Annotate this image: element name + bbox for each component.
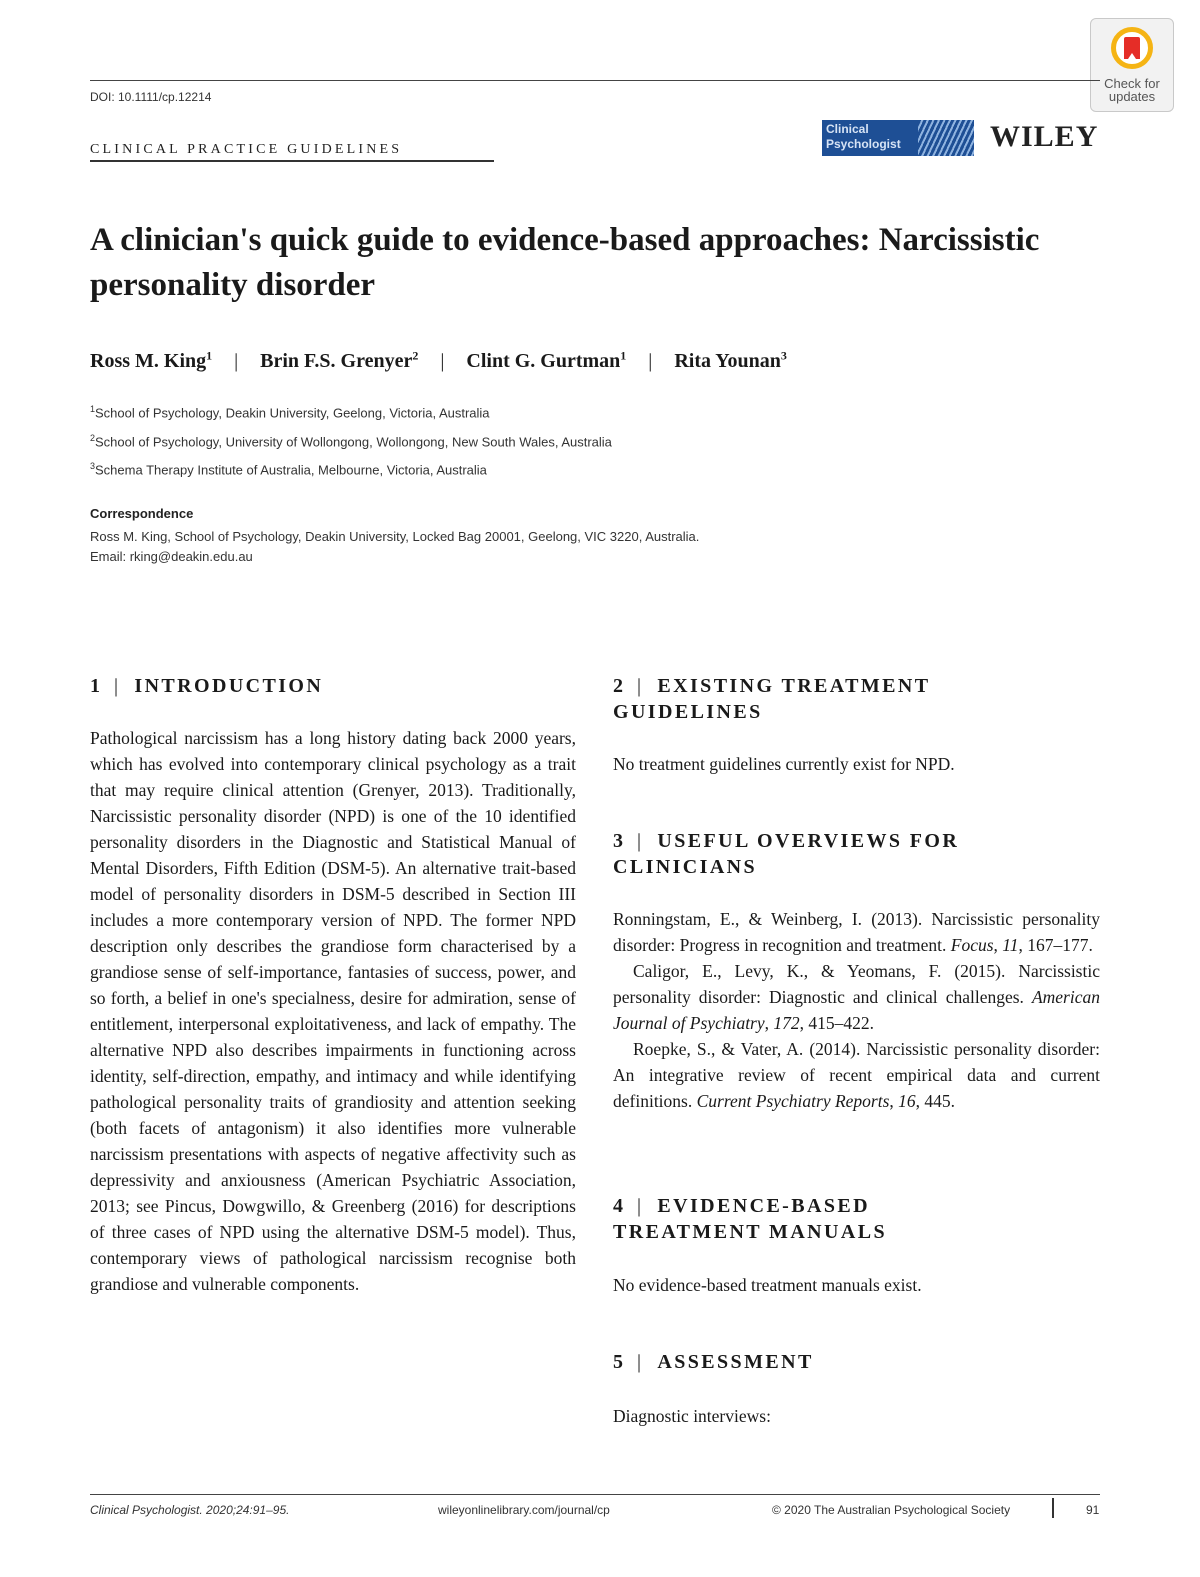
correspondence-email[interactable]: Email: rking@deakin.edu.au (90, 549, 253, 564)
publisher-logo: WILEY (990, 120, 1099, 153)
correspondence-heading: Correspondence (90, 506, 194, 521)
header-rule (90, 80, 1100, 81)
category-underline (90, 160, 494, 162)
section-heading-assessment: 5 | ASSESSMENT (613, 1351, 814, 1373)
journal-logo-text: Clinical Psychologist (826, 122, 901, 151)
footer-rule (90, 1494, 1100, 1495)
author-name[interactable]: Ross M. King$^1$ (90, 348, 213, 372)
correspondence-block (90, 527, 699, 567)
footer-copyright: © 2020 The Australian Psychological Society (772, 1503, 1011, 1517)
section-heading-existing-guidelines: 2 | EXISTING TREATMENT GUIDELINES (613, 675, 931, 723)
section-heading-useful-overviews: 3 | USEFUL OVERVIEWS FOR CLINICIANS (613, 830, 960, 878)
check-for-updates-icon (1111, 27, 1153, 69)
footer-divider (1052, 1498, 1054, 1518)
author-list (90, 348, 787, 373)
assessment-text: Diagnostic interviews: (613, 1406, 771, 1426)
section-heading-introduction: 1 | INTRODUCTION (90, 675, 324, 697)
author-name[interactable]: Brin F.S. Grenyer$^2$ (260, 348, 419, 372)
affiliation: $^2$School of Psychology, University of Wollongong, Wollongong, New South Wales, Australia (90, 433, 612, 450)
footer-citation: Clinical Psychologist. 2020;24:91–95. (90, 1503, 290, 1517)
correspondence-address: Ross M. King, School of Psychology, Deakin University, Locked Bag 20001, Geelong, VIC 3220, Australia. (90, 529, 700, 544)
author-separator: | (648, 349, 653, 372)
treatment-manuals-text: No evidence-based treatment manuals exist. (613, 1275, 922, 1295)
author-name[interactable]: Clint G. Gurtman$^1$ (466, 348, 627, 372)
affiliation: $^1$School of Psychology, Deakin University, Geelong, Victoria, Australia (90, 404, 490, 421)
doi[interactable]: DOI: 10.1111/cp.12214 (90, 90, 212, 104)
author-name[interactable]: Rita Younan$^3$ (674, 348, 787, 372)
check-for-updates-badge[interactable] (1090, 18, 1174, 112)
reference-item: Caligor, E., Levy, K., & Yeomans, F. (2015). Narcissistic personality disorder: Diagnostic and clinical challenges. American Journal of Psychiatry, 172, 415–422. (613, 961, 1100, 1033)
reference-item: Ronningstam, E., & Weinberg, I. (2013). Narcissistic personality disorder: Progress in recognition and treatment. Focus, 11, 167–177. (613, 909, 1100, 955)
reference-list (613, 906, 1100, 1114)
author-separator: | (234, 349, 239, 372)
article-title: A clinician's quick guide to evidence-based approaches: Narcissistic personality disorder (90, 222, 1040, 303)
section-heading-treatment-manuals: 4 | EVIDENCE-BASED TREATMENT MANUALS (613, 1195, 887, 1243)
badge-label: Check for updates (1104, 76, 1160, 104)
introduction-paragraph: Pathological narcissism has a long history dating back 2000 years, which has evolved into contemporary clinical psychology as a trait that may require clinical attention (Grenyer, 2013). Traditionally, Narcissistic personality disorder (NPD) is one of the 10 identified personality disorders in the Diagnostic and Statistical Manual of Mental Disorders, Fifth Edition (DSM-5). An alternative trait-based model of personality disorders in DSM-5 described in Section III includes a more contemporary version of NPD. The former NPD description only describes the grandiose form characterised by a grandiose sense of self-importance, fantasies of success, power, and so forth, a belief in one's specialness, desire for admiration, sense of entitlement, interpersonal exploitativeness, and lack of empathy. The alternative NPD also describes impairments in functioning across identity, self-direction, empathy, and intimacy and while identifying pathological personality traits of grandiosity and attention seeking (both facets of antagonism) it also identifies more vulnerable narcissism presentations with aspects of negative affectivity such as depressivity and anxiousness (American Psychiatric Association, 2013; see Pincus, Dowgwillo, & Greenberg (2016) for descriptions of three cases of NPD using the alternative DSM-5 model). Thus, contemporary views of pathological narcissism recognise both grandiose and vulnerable components. (90, 728, 576, 1294)
reference-item: Roepke, S., & Vater, A. (2014). Narcissistic personality disorder: An integrative review of recent empirical data and current definitions. Current Psychiatry Reports, 16, 445. (613, 1039, 1100, 1111)
page-number: 91 (1086, 1503, 1100, 1517)
footer-url[interactable]: wileyonlinelibrary.com/journal/cp (438, 1503, 610, 1517)
existing-guidelines-text: No treatment guidelines currently exist for NPD. (613, 754, 955, 774)
affiliation: $^3$Schema Therapy Institute of Australia, Melbourne, Victoria, Australia (90, 461, 487, 478)
article-category: CLINICAL PRACTICE GUIDELINES (90, 142, 403, 157)
author-separator: | (440, 349, 445, 372)
journal-logo (822, 120, 974, 156)
